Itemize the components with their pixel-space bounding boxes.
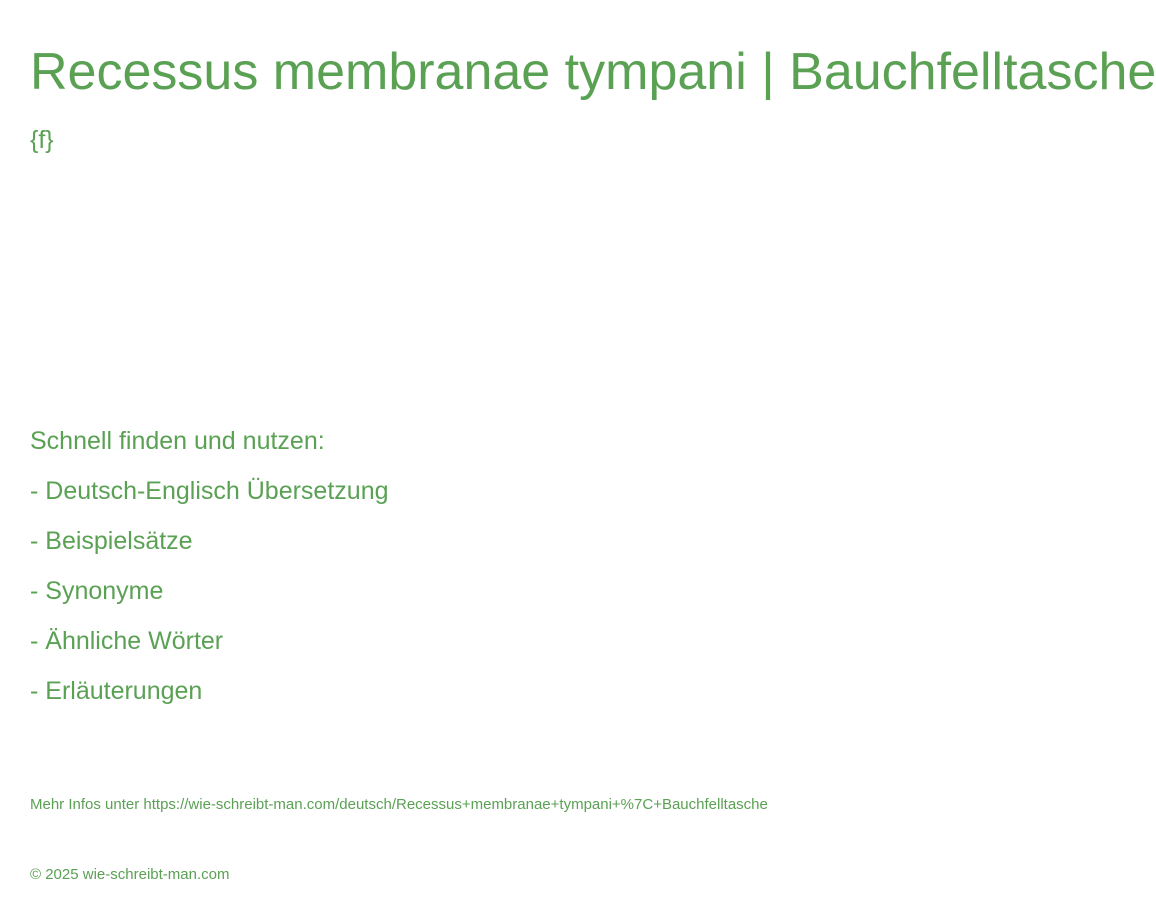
list-item: - Erläuterungen (30, 677, 203, 705)
list-item: - Ähnliche Wörter (30, 627, 224, 655)
more-info-text: Mehr Infos unter https://wie-schreibt-man.com/deutsch/Recessus+membranae+tympani+%7C+Bauchfelltasche (30, 796, 768, 813)
list-item: - Beispielsätze (30, 527, 193, 555)
copyright-text: © 2025 wie-schreibt-man.com (30, 866, 230, 883)
list-item: - Synonyme (30, 577, 164, 605)
features-section (30, 423, 389, 723)
page-title: Recessus membranae tympani | Bauchfelltasche (30, 43, 1156, 101)
gender-label: {f} (30, 126, 54, 154)
features-heading: Schnell finden und nutzen: (30, 427, 325, 455)
features-list (30, 473, 389, 723)
list-item: - Deutsch-Englisch Übersetzung (30, 477, 389, 505)
